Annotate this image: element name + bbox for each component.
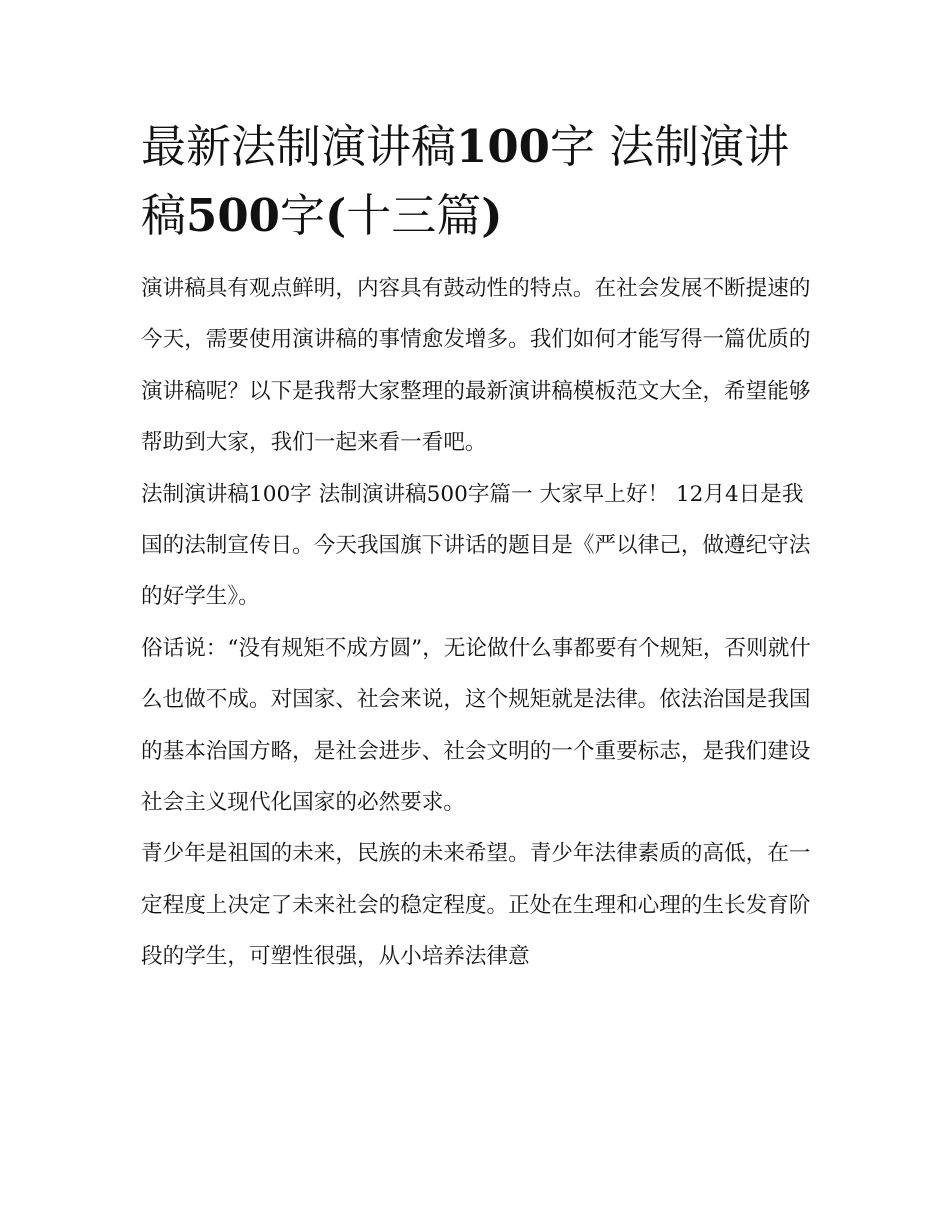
- paragraph-greeting: 法制演讲稿100字 法制演讲稿500字篇一 大家早上好！ 12月4日是我国的法制宣传日。今天我国旗下讲话的题目是《严以律己，做遵纪守法的好学生》。: [141, 481, 811, 610]
- document-title: 最新法制演讲稿100字 法制演讲稿500字(十三篇): [141, 120, 790, 242]
- paragraph-intro: 演讲稿具有观点鲜明，内容具有鼓动性的特点。在社会发展不断提速的今天，需要使用演讲稿的事情愈发增多。我们如何才能写得一篇优质的演讲稿呢？以下是我帮大家整理的最新演讲稿模板范文大全，希望能够帮助到大家，我们一起来看一看吧。: [141, 276, 811, 456]
- document-content: [141, 112, 813, 983]
- paragraph-youth: 青少年是祖国的未来，民族的未来希望。青少年法律素质的高低，在一定程度上决定了未来社会的稳定程度。正处在生理和心理的生长发育阶段的学生，可塑性很强，从小培养法律意: [141, 841, 811, 970]
- document-body: [141, 263, 813, 983]
- paragraph-proverb: 俗话说：“没有规矩不成方圆”，无论做什么事都要有个规矩，否则就什么也做不成。对国家、社会来说，这个规矩就是法律。依法治国是我国的基本治国方略，是社会进步、社会文明的一个重要标志，是我们建设社会主义现代化国家的必然要求。: [141, 635, 811, 816]
